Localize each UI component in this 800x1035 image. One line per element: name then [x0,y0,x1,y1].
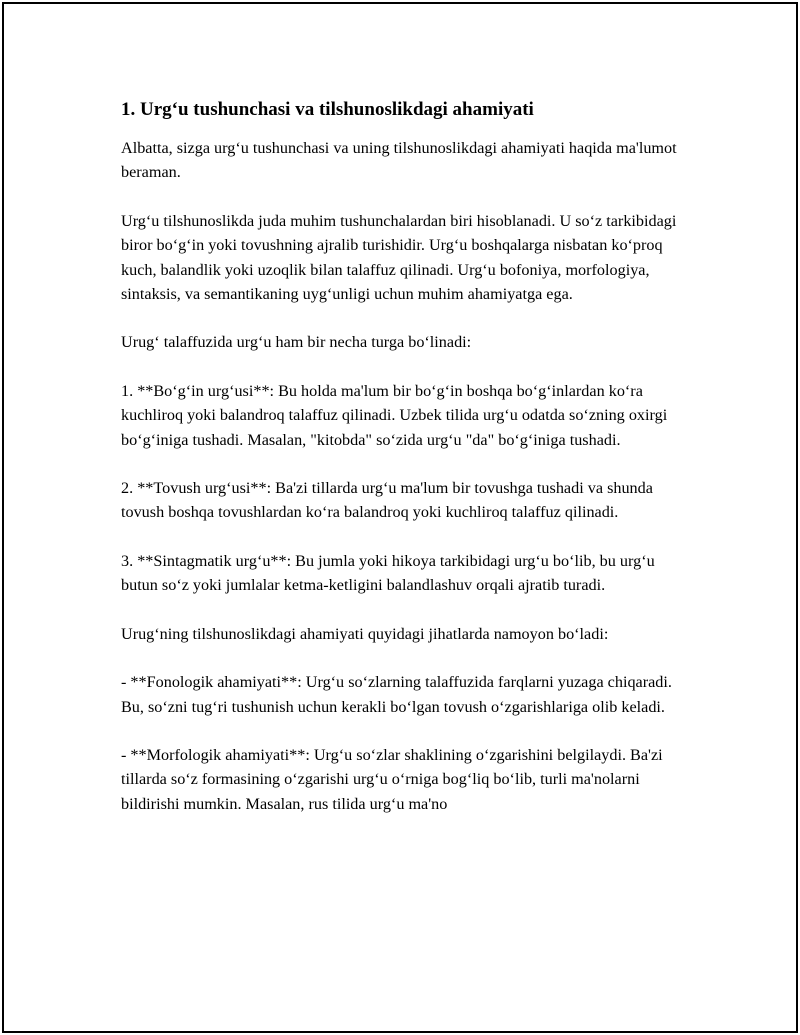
paragraph-intro: Albatta, sizga urg‘u tushunchasi va uning tilshunoslikdagi ahamiyati haqida ma'lumot beraman. [121,139,677,182]
document-page [2,2,798,1033]
list-item-syntagmatic-stress: 3. **Sintagmatik urg‘u**: Bu jumla yoki hikoya tarkibidagi urg‘u bo‘lib, bu urg‘u butun so‘z yoki jumlalar ketma-ketligini balandlashuv orqali ajratib turadi. [121,551,655,595]
list-item-sound-stress: 2. **Tovush urg‘usi**: Ba'zi tillarda urg‘u ma'lum bir tovushga tushadi va shunda tovush boshqa tovushlardan ko‘ra balandroq yoki kuchliroq talaffuz qilinadi. [121,479,653,522]
paragraph-types-intro: Urug‘ talaffuzida urg‘u ham bir necha turga bo‘linadi: [121,333,472,352]
paragraph-definition: Urg‘u tilshunoslikda juda muhim tushunchalardan biri hisoblanadi. U so‘z tarkibidagi biror bo‘g‘in yoki tovushning ajralib turishidir. Urg‘u boshqalarga nisbatan ko‘proq kuch, balandlik yoki uzoqlik bilan talaffuz qilinadi. Urg‘u bofoniya, morfologiya, sintaksis, va semantikaning uyg‘unligi uchun muhim ahamiyatga ega. [121,211,677,304]
list-item-phonological: - **Fonologik ahamiyati**: Urg‘u so‘zlarning talaffuzida farqlarni yuzaga chiqaradi. Bu, so‘zni tug‘ri tushunish uchun kerakli bo‘lgan tovush o‘zgarishlariga olib keladi. [121,673,672,716]
document-title: 1. Urg‘u tushunchasi va tilshunoslikdagi ahamiyati [121,99,534,120]
list-item-morphological: - **Morfologik ahamiyati**: Urg‘u so‘zlar shaklining o‘zgarishini belgilaydi. Ba'zi tillarda so‘z formasining o‘zgarishi urg‘u o‘rniga bog‘liq bo‘lib, turli ma'nolarni bildirishi mumkin. Masalan, rus tilida urg‘u ma'no [121,745,663,813]
paragraph-importance-intro: Urug‘ning tilshunoslikdagi ahamiyati quyidagi jihatlarda namoyon bo‘ladi: [121,624,609,643]
document-body [121,97,689,840]
list-item-syllable-stress: 1. **Bo‘g‘in urg‘usi**: Bu holda ma'lum bir bo‘g‘in boshqa bo‘g‘inlardan ko‘ra kuchliroq yoki balandroq talaffuz qilinadi. Uzbek tilida urg‘u odatda so‘zning oxirgi bo‘g‘iniga tushadi. Masalan, "kitobda" so‘zida urg‘u "da" bo‘g‘iniga tushadi. [121,381,668,449]
